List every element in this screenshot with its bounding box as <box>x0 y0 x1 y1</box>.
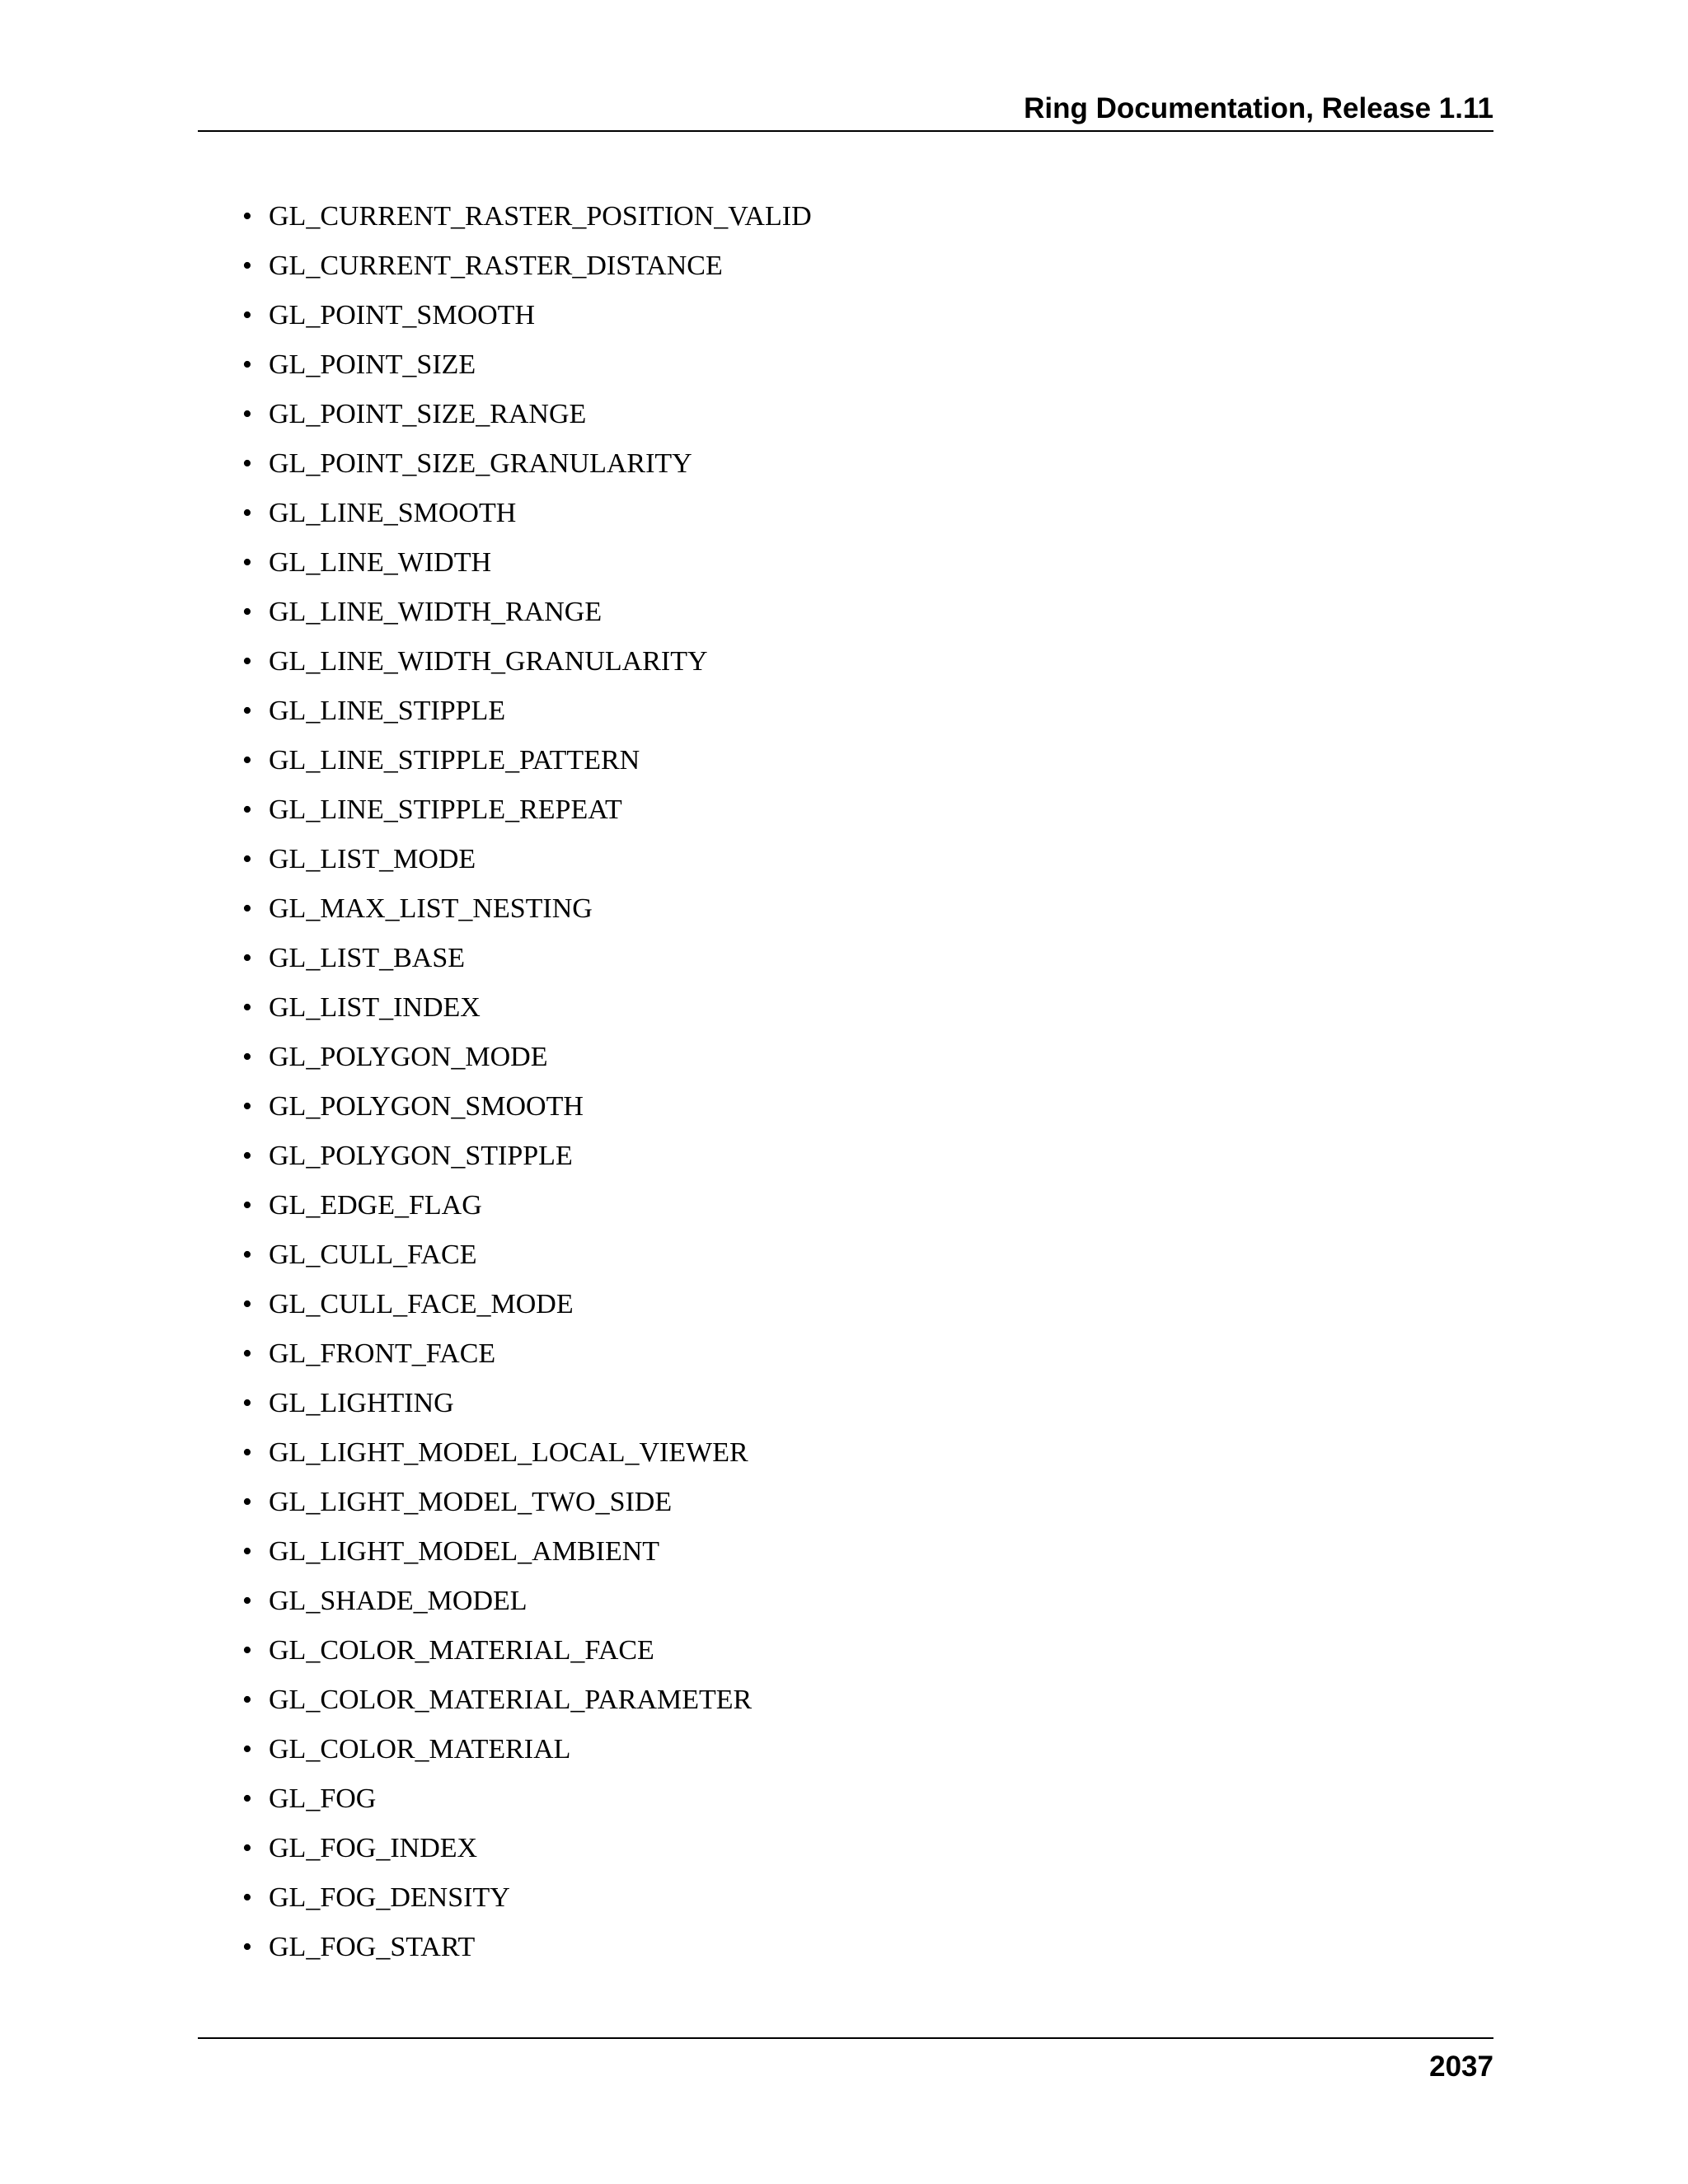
list-item-label: GL_LIGHT_MODEL_AMBIENT <box>269 1536 660 1567</box>
list-item <box>239 344 812 394</box>
list-item <box>239 888 812 938</box>
list-item-label: GL_CULL_FACE <box>269 1240 477 1270</box>
page-number: 2037 <box>1429 2050 1493 2083</box>
page-footer <box>198 2037 1493 2083</box>
list-item-label: GL_LINE_WIDTH_GRANULARITY <box>269 646 708 677</box>
document-title: Ring Documentation, Release 1.11 <box>1024 92 1493 124</box>
list-item <box>239 1877 812 1927</box>
bullet-icon: • <box>242 1338 252 1369</box>
bullet-icon: • <box>242 992 252 1023</box>
list-item-label: GL_CURRENT_RASTER_POSITION_VALID <box>269 201 812 232</box>
bullet-icon: • <box>242 448 252 479</box>
list-item <box>239 1680 812 1729</box>
bullet-icon: • <box>242 1932 252 1962</box>
bullet-icon: • <box>242 498 252 528</box>
list-item <box>239 1828 812 1877</box>
bullet-icon: • <box>242 1437 252 1468</box>
list-item <box>239 691 812 740</box>
list-item-label: GL_FOG_DENSITY <box>269 1882 510 1913</box>
bullet-icon: • <box>242 1635 252 1666</box>
list-item <box>239 196 812 246</box>
list-item <box>239 790 812 839</box>
list-item <box>239 1779 812 1828</box>
list-item-label: GL_FOG_START <box>269 1932 476 1962</box>
list-item-label: GL_FRONT_FACE <box>269 1338 496 1369</box>
list-item-label: GL_LINE_STIPPLE_REPEAT <box>269 794 622 825</box>
bullet-icon: • <box>242 300 252 330</box>
list-item-label: GL_POLYGON_STIPPLE <box>269 1141 573 1171</box>
list-item <box>239 1729 812 1779</box>
list-item <box>239 1136 812 1185</box>
list-item <box>239 987 812 1037</box>
list-item <box>239 1432 812 1482</box>
list-item-label: GL_LINE_WIDTH_RANGE <box>269 597 603 627</box>
bullet-icon: • <box>242 943 252 973</box>
list-item <box>239 493 812 542</box>
bullet-icon: • <box>242 547 252 578</box>
list-item-label: GL_COLOR_MATERIAL_PARAMETER <box>269 1685 753 1715</box>
list-item-label: GL_LINE_STIPPLE <box>269 696 506 726</box>
bullet-icon: • <box>242 1734 252 1765</box>
list-item-label: GL_LINE_STIPPLE_PATTERN <box>269 745 640 776</box>
list-item <box>239 1235 812 1284</box>
constant-list <box>239 196 812 1976</box>
bullet-icon: • <box>242 399 252 429</box>
list-item <box>239 1037 812 1086</box>
list-item <box>239 1185 812 1235</box>
bullet-icon: • <box>242 1042 252 1072</box>
list-item <box>239 1383 812 1432</box>
bullet-icon: • <box>242 1783 252 1814</box>
list-item-label: GL_POLYGON_MODE <box>269 1042 548 1072</box>
bullet-icon: • <box>242 1487 252 1517</box>
list-item-label: GL_LINE_SMOOTH <box>269 498 517 528</box>
list-item <box>239 1630 812 1680</box>
bullet-icon: • <box>242 1240 252 1270</box>
list-item-label: GL_SHADE_MODEL <box>269 1586 528 1616</box>
list-item-label: GL_FOG <box>269 1783 377 1814</box>
page-header <box>198 89 1493 132</box>
list-item <box>239 740 812 790</box>
list-item-label: GL_POINT_SIZE_GRANULARITY <box>269 448 692 479</box>
list-item <box>239 641 812 691</box>
list-item-label: GL_LIGHT_MODEL_TWO_SIDE <box>269 1487 673 1517</box>
bullet-icon: • <box>242 1141 252 1171</box>
list-item <box>239 542 812 592</box>
bullet-icon: • <box>242 349 252 380</box>
list-item <box>239 938 812 987</box>
bullet-icon: • <box>242 844 252 874</box>
list-item-label: GL_COLOR_MATERIAL <box>269 1734 571 1765</box>
list-item-label: GL_COLOR_MATERIAL_FACE <box>269 1635 654 1666</box>
bullet-icon: • <box>242 251 252 281</box>
list-item-label: GL_LIST_INDEX <box>269 992 481 1023</box>
list-item <box>239 839 812 888</box>
list-item-label: GL_LIGHT_MODEL_LOCAL_VIEWER <box>269 1437 748 1468</box>
list-item-label: GL_LINE_WIDTH <box>269 547 492 578</box>
list-item-label: GL_POINT_SIZE <box>269 349 476 380</box>
bullet-icon: • <box>242 201 252 232</box>
bullet-icon: • <box>242 893 252 924</box>
bullet-icon: • <box>242 1388 252 1418</box>
bullet-icon: • <box>242 745 252 776</box>
bullet-icon: • <box>242 1882 252 1913</box>
list-item <box>239 246 812 295</box>
list-item <box>239 443 812 493</box>
list-item <box>239 1333 812 1383</box>
list-item-label: GL_CULL_FACE_MODE <box>269 1289 574 1319</box>
bullet-icon: • <box>242 597 252 627</box>
list-item <box>239 1581 812 1630</box>
list-item <box>239 1531 812 1581</box>
list-item <box>239 394 812 443</box>
list-item-label: GL_LIST_BASE <box>269 943 465 973</box>
list-item <box>239 1284 812 1333</box>
list-item-label: GL_CURRENT_RASTER_DISTANCE <box>269 251 723 281</box>
list-item-label: GL_POLYGON_SMOOTH <box>269 1091 584 1122</box>
list-item-label: GL_POINT_SIZE_RANGE <box>269 399 587 429</box>
bullet-icon: • <box>242 1289 252 1319</box>
list-item <box>239 1086 812 1136</box>
bullet-icon: • <box>242 794 252 825</box>
bullet-icon: • <box>242 646 252 677</box>
list-item-label: GL_MAX_LIST_NESTING <box>269 893 593 924</box>
list-item-label: GL_EDGE_FLAG <box>269 1190 482 1221</box>
list-item <box>239 1927 812 1976</box>
bullet-icon: • <box>242 1536 252 1567</box>
bullet-icon: • <box>242 696 252 726</box>
list-item <box>239 295 812 344</box>
bullet-icon: • <box>242 1685 252 1715</box>
list-item-label: GL_POINT_SMOOTH <box>269 300 535 330</box>
list-item-label: GL_LIGHTING <box>269 1388 454 1418</box>
list-item-label: GL_LIST_MODE <box>269 844 476 874</box>
list-item <box>239 592 812 641</box>
bullet-icon: • <box>242 1833 252 1863</box>
bullet-icon: • <box>242 1091 252 1122</box>
list-item-label: GL_FOG_INDEX <box>269 1833 478 1863</box>
bullet-icon: • <box>242 1586 252 1616</box>
list-item <box>239 1482 812 1531</box>
bullet-icon: • <box>242 1190 252 1221</box>
